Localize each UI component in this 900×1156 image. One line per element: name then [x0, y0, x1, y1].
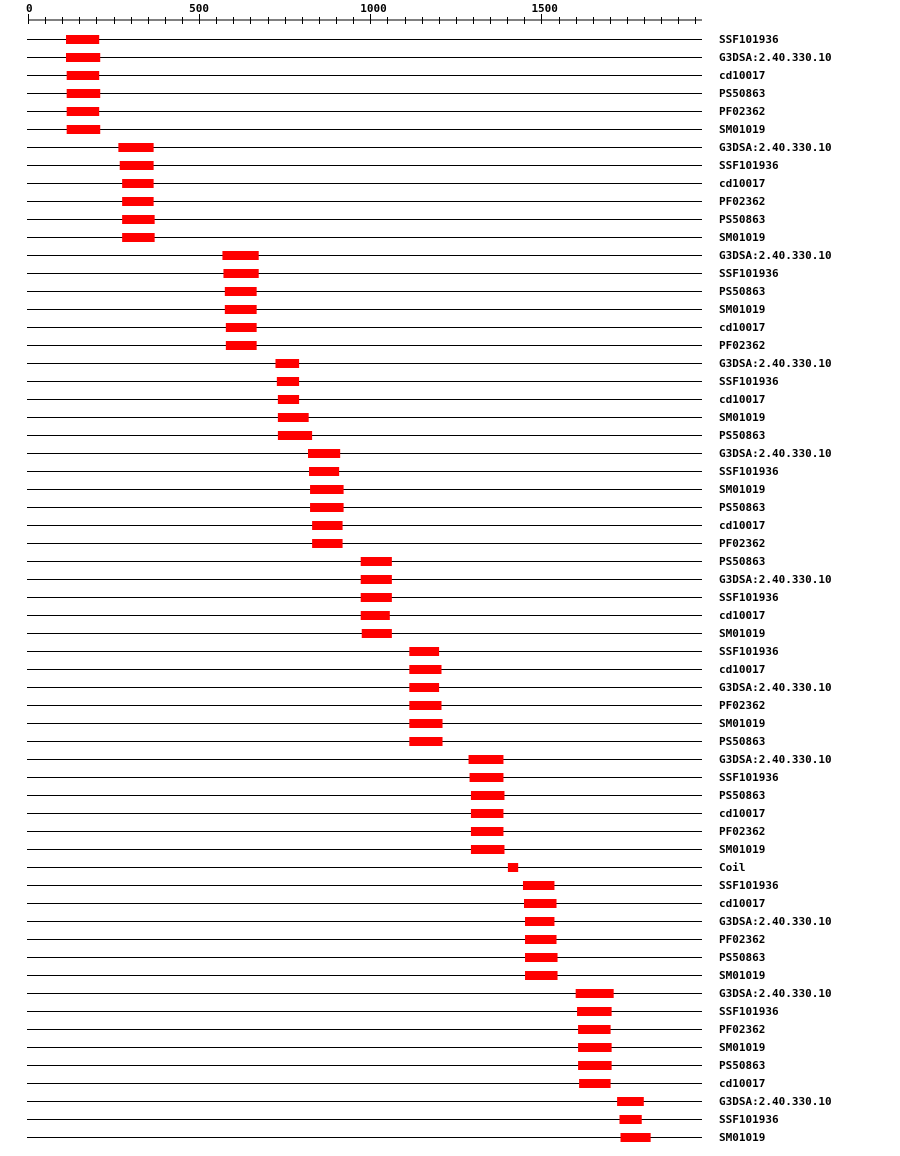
track-row	[27, 825, 765, 838]
track-label: cd10017	[719, 1077, 766, 1090]
track-row	[27, 861, 746, 874]
track-label: SM01019	[719, 717, 766, 730]
track-row	[27, 843, 765, 856]
track-label: PF02362	[719, 933, 766, 946]
track-label: PF02362	[719, 339, 766, 352]
track-row	[27, 753, 832, 766]
track-row	[27, 699, 765, 712]
feature-bar	[308, 449, 340, 458]
track-label: PS50863	[719, 789, 766, 802]
track-label: SM01019	[719, 231, 766, 244]
track-label: SSF101936	[719, 33, 779, 46]
feature-bar	[409, 683, 439, 692]
track-row	[27, 537, 765, 550]
feature-bar	[225, 305, 257, 314]
track-row	[27, 195, 765, 208]
track-row	[27, 33, 779, 46]
track-label: G3DSA:2.40.330.10	[719, 681, 832, 694]
feature-bar	[469, 755, 504, 764]
feature-bar	[525, 971, 558, 980]
feature-bar	[361, 593, 392, 602]
track-row	[27, 1095, 832, 1108]
track-row	[27, 1023, 765, 1036]
track-row	[27, 573, 832, 586]
feature-bar	[617, 1097, 644, 1106]
track-label: SSF101936	[719, 159, 779, 172]
track-row	[27, 1131, 765, 1144]
track-row	[27, 303, 765, 316]
feature-bar	[226, 341, 257, 350]
track-label: cd10017	[719, 807, 766, 820]
track-row	[27, 681, 832, 694]
track-row	[27, 915, 832, 928]
x-tick-label: 1000	[360, 2, 387, 15]
track-label: G3DSA:2.40.330.10	[719, 51, 832, 64]
track-row	[27, 483, 765, 496]
track-row	[27, 375, 779, 388]
track-row	[27, 807, 765, 820]
track-label: SSF101936	[719, 879, 779, 892]
track-row	[27, 735, 765, 748]
track-row	[27, 249, 832, 262]
track-label: PS50863	[719, 213, 766, 226]
track-label: SSF101936	[719, 375, 779, 388]
track-row	[27, 213, 765, 226]
track-label: cd10017	[719, 609, 766, 622]
track-label: SM01019	[719, 627, 766, 640]
feature-bar	[471, 845, 505, 854]
track-label: SM01019	[719, 1041, 766, 1054]
feature-bar	[523, 881, 554, 890]
track-row	[27, 645, 779, 658]
feature-bar	[362, 629, 392, 638]
track-row	[27, 987, 832, 1000]
feature-bar	[619, 1115, 641, 1124]
feature-bar	[470, 773, 504, 782]
track-row	[27, 429, 765, 442]
feature-bar	[278, 395, 299, 404]
feature-bar	[409, 665, 441, 674]
feature-bar	[361, 611, 390, 620]
track-row	[27, 519, 765, 532]
track-label: SSF101936	[719, 1113, 779, 1126]
feature-bar	[222, 251, 258, 260]
track-row	[27, 609, 765, 622]
track-row	[27, 1059, 765, 1072]
track-label: SSF101936	[719, 465, 779, 478]
track-row	[27, 357, 832, 370]
track-label: PS50863	[719, 951, 766, 964]
track-row	[27, 447, 832, 460]
track-row	[27, 663, 765, 676]
track-row	[27, 141, 832, 154]
feature-bar	[66, 53, 100, 62]
track-label: SSF101936	[719, 771, 779, 784]
track-row	[27, 267, 779, 280]
track-row	[27, 1113, 779, 1126]
track-row	[27, 771, 779, 784]
feature-bar	[409, 719, 442, 728]
feature-bar	[576, 989, 614, 998]
track-row	[27, 1005, 779, 1018]
track-label: cd10017	[719, 519, 766, 532]
track-label: G3DSA:2.40.330.10	[719, 915, 832, 928]
feature-bar	[579, 1079, 610, 1088]
feature-bar	[471, 791, 505, 800]
track-row	[27, 789, 765, 802]
track-row	[27, 1041, 765, 1054]
feature-bar	[525, 953, 558, 962]
feature-bar	[525, 917, 554, 926]
track-label: G3DSA:2.40.330.10	[719, 573, 832, 586]
feature-bar	[310, 485, 344, 494]
feature-bar	[67, 71, 100, 80]
x-axis	[26, 2, 702, 24]
feature-bar	[67, 125, 101, 134]
track-label: SM01019	[719, 1131, 766, 1144]
feature-bar	[223, 269, 258, 278]
feature-bar	[118, 143, 153, 152]
track-row	[27, 591, 779, 604]
track-row	[27, 465, 779, 478]
track-row	[27, 411, 765, 424]
track-row	[27, 501, 765, 514]
x-tick-label: 1500	[531, 2, 558, 15]
feature-bar	[310, 503, 344, 512]
track-label: PF02362	[719, 537, 766, 550]
track-row	[27, 393, 765, 406]
track-row	[27, 159, 779, 172]
feature-bar	[275, 359, 299, 368]
track-label: PS50863	[719, 555, 766, 568]
track-label: PF02362	[719, 699, 766, 712]
feature-bar	[312, 521, 342, 530]
track-label: PS50863	[719, 501, 766, 514]
track-label: G3DSA:2.40.330.10	[719, 249, 832, 262]
track-label: PS50863	[719, 1059, 766, 1072]
feature-bar	[312, 539, 342, 548]
feature-bar	[122, 197, 153, 206]
track-label: SM01019	[719, 303, 766, 316]
feature-bar	[409, 737, 442, 746]
feature-bar	[508, 863, 518, 872]
track-label: SM01019	[719, 483, 766, 496]
track-label: G3DSA:2.40.330.10	[719, 141, 832, 154]
feature-bar	[409, 701, 441, 710]
track-label: SM01019	[719, 843, 766, 856]
track-label: PF02362	[719, 825, 766, 838]
track-label: SSF101936	[719, 1005, 779, 1018]
feature-bar	[524, 899, 557, 908]
track-row	[27, 69, 765, 82]
track-row	[27, 933, 765, 946]
track-label: cd10017	[719, 897, 766, 910]
track-label: SSF101936	[719, 591, 779, 604]
feature-bar	[361, 575, 392, 584]
feature-bar	[471, 827, 504, 836]
track-label: cd10017	[719, 177, 766, 190]
track-label: G3DSA:2.40.330.10	[719, 753, 832, 766]
track-row	[27, 51, 832, 64]
feature-bar	[277, 377, 299, 386]
track-label: Coil	[719, 861, 746, 874]
feature-bar	[309, 467, 339, 476]
track-label: G3DSA:2.40.330.10	[719, 357, 832, 370]
track-label: PF02362	[719, 105, 766, 118]
feature-bar	[122, 179, 153, 188]
feature-bar	[361, 557, 392, 566]
track-row	[27, 555, 765, 568]
track-row	[27, 321, 765, 334]
track-row	[27, 285, 765, 298]
track-label: PS50863	[719, 429, 766, 442]
track-label: SSF101936	[719, 645, 779, 658]
feature-bar	[120, 161, 154, 170]
feature-bar	[471, 809, 504, 818]
track-row	[27, 717, 765, 730]
track-label: cd10017	[719, 69, 766, 82]
track-label: PS50863	[719, 735, 766, 748]
feature-bar	[278, 431, 312, 440]
feature-bar	[67, 107, 100, 116]
track-row	[27, 1077, 765, 1090]
track-label: PS50863	[719, 87, 766, 100]
track-row	[27, 879, 779, 892]
track-row	[27, 87, 765, 100]
feature-bar	[225, 287, 257, 296]
track-label: SM01019	[719, 123, 766, 136]
track-row	[27, 177, 765, 190]
feature-bar	[66, 35, 99, 44]
feature-bar	[578, 1025, 611, 1034]
track-row	[27, 339, 765, 352]
feature-bar	[621, 1133, 651, 1142]
track-row	[27, 897, 765, 910]
feature-bar	[226, 323, 257, 332]
feature-bar	[122, 215, 155, 224]
feature-tracks	[27, 33, 832, 1144]
track-label: cd10017	[719, 663, 766, 676]
track-row	[27, 627, 765, 640]
track-row	[27, 231, 765, 244]
track-row	[27, 123, 765, 136]
track-label: cd10017	[719, 321, 766, 334]
track-row	[27, 951, 765, 964]
track-label: G3DSA:2.40.330.10	[719, 447, 832, 460]
track-row	[27, 105, 765, 118]
track-label: G3DSA:2.40.330.10	[719, 1095, 832, 1108]
track-label: PS50863	[719, 285, 766, 298]
track-row	[27, 969, 765, 982]
track-label: SM01019	[719, 969, 766, 982]
feature-bar	[409, 647, 439, 656]
track-label: G3DSA:2.40.330.10	[719, 987, 832, 1000]
track-label: SM01019	[719, 411, 766, 424]
feature-bar	[122, 233, 155, 242]
x-tick-label: 0	[26, 2, 33, 15]
feature-bar	[525, 935, 556, 944]
feature-bar	[578, 1043, 612, 1052]
track-label: SSF101936	[719, 267, 779, 280]
feature-bar	[577, 1007, 612, 1016]
feature-bar	[67, 89, 101, 98]
track-label: cd10017	[719, 393, 766, 406]
feature-bar	[278, 413, 309, 422]
track-label: PF02362	[719, 195, 766, 208]
x-tick-label: 500	[189, 2, 210, 15]
track-label: PF02362	[719, 1023, 766, 1036]
feature-bar	[578, 1061, 612, 1070]
